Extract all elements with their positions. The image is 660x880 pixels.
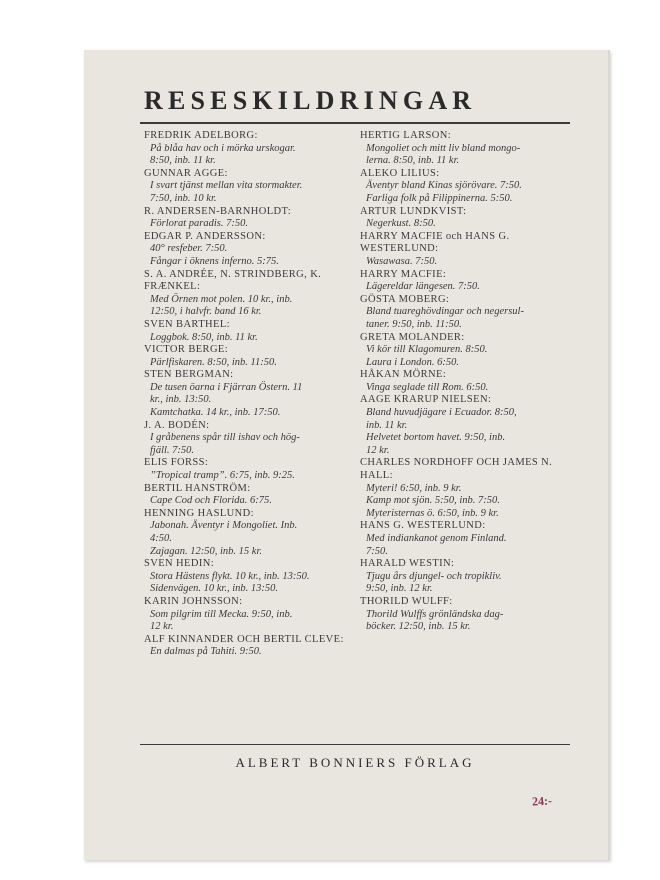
author-name: THORILD WULFF: xyxy=(360,595,453,607)
author-entry xyxy=(144,231,359,269)
work-text: Äventyr bland Kinas sjörövare. 7:50. xyxy=(366,180,522,192)
work-line xyxy=(144,571,359,584)
work-line xyxy=(144,382,359,395)
author-entry xyxy=(144,130,359,168)
work-text: 12 kr. xyxy=(366,444,390,456)
work-text: Bland huvudjägare i Ecuador. 8:50, xyxy=(366,407,517,419)
work-line xyxy=(360,495,575,508)
work-text: Förlorat paradis. 7:50. xyxy=(150,218,249,230)
author-name: R. ANDERSEN-BARNHOLDT: xyxy=(144,205,292,217)
work-line xyxy=(360,508,575,521)
work-line xyxy=(360,621,575,634)
author-name: HARALD WESTIN: xyxy=(360,558,455,570)
author-entry xyxy=(144,483,359,508)
work-text: Jabonah. Äventyr i Mongoliet. Inb. xyxy=(150,520,298,532)
work-text: Bland tuareghövdingar och negersul- xyxy=(366,306,524,318)
author-name: ALF KINNANDER OCH BERTIL CLEVE: xyxy=(144,633,344,645)
author-entry xyxy=(360,130,575,168)
author-name: S. A. ANDRÉE, N. STRINDBERG, K. FRÆNKEL: xyxy=(144,268,322,293)
author-entry xyxy=(144,344,359,369)
work-line xyxy=(144,445,359,458)
work-text: 9:50, inb. 12 kr. xyxy=(366,583,433,595)
work-text: Lägereldar längesen. 7:50. xyxy=(366,281,480,293)
author-entry xyxy=(144,168,359,206)
work-text: Kamp mot sjön. 5:50, inb. 7:50. xyxy=(366,495,500,507)
work-text: Vi kör till Klagomuren. 8:50. xyxy=(366,344,488,356)
work-text: 12:50, i halvfr. band 16 kr. xyxy=(150,306,262,318)
work-line xyxy=(360,382,575,395)
author-name: KARIN JOHNSSON: xyxy=(144,595,243,607)
work-line xyxy=(360,344,575,357)
price-mark: 24:- xyxy=(531,793,553,809)
work-line xyxy=(144,646,359,659)
work-line xyxy=(144,243,359,256)
work-line xyxy=(144,621,359,634)
author-name: VICTOR BERGE: xyxy=(144,344,229,356)
work-line xyxy=(144,193,359,206)
work-line xyxy=(144,332,359,345)
author-name: HANS G. WESTERLUND: xyxy=(360,520,486,532)
work-text: Tjugu års djungel- och tropikliv. xyxy=(366,570,502,582)
work-line xyxy=(144,357,359,370)
work-line xyxy=(360,407,575,420)
work-text: Kamtchatka. 14 kr., inb. 17:50. xyxy=(150,407,281,419)
publisher-name: ALBERT BONNIERS FÖRLAG xyxy=(235,755,475,770)
work-text: En dalmas på Tahiti. 9:50. xyxy=(150,646,262,658)
work-line xyxy=(360,180,575,193)
author-name: EDGAR P. ANDERSSON: xyxy=(144,230,266,242)
author-name: ALEKO LILIUS: xyxy=(360,167,440,179)
footer-rule xyxy=(140,744,570,745)
work-text: De tusen öarna i Fjärran Östern. 11 xyxy=(150,381,303,393)
right-column xyxy=(360,130,575,634)
work-line xyxy=(360,319,575,332)
work-line xyxy=(360,218,575,231)
work-text: Vinga seglade till Rom. 6:50. xyxy=(366,381,489,393)
author-entry xyxy=(144,369,359,419)
work-line xyxy=(360,483,575,496)
author-name: CHARLES NORDHOFF OCH JAMES N. HALL: xyxy=(360,457,553,482)
author-name: HENNING HASLUND: xyxy=(144,507,254,519)
author-entry xyxy=(360,596,575,634)
work-text: taner. 9:50, inb. 11:50. xyxy=(366,318,462,330)
page-title: RESESKILDRINGAR xyxy=(144,86,477,115)
author-entry xyxy=(360,168,575,206)
work-line xyxy=(144,470,359,483)
work-text: Thorild Wulffs grönländska dag- xyxy=(366,608,504,620)
author-entry xyxy=(144,508,359,558)
work-line xyxy=(360,420,575,433)
work-line xyxy=(144,533,359,546)
work-text: På blåa hav och i mörka urskogar. xyxy=(150,142,296,154)
author-entry xyxy=(360,269,575,294)
author-name: ARTUR LUNDKVIST: xyxy=(360,205,467,217)
author-name: SVEN HEDIN: xyxy=(144,558,215,570)
work-text: Laura i London. 6:50. xyxy=(366,356,460,368)
work-line xyxy=(144,546,359,559)
author-name: ELIS FORSS: xyxy=(144,457,209,469)
work-line xyxy=(360,432,575,445)
author-entry xyxy=(360,231,575,269)
work-text: Stora Hästens flykt. 10 kr., inb. 13:50. xyxy=(150,570,310,582)
author-entry xyxy=(144,319,359,344)
left-column xyxy=(144,130,359,659)
work-line xyxy=(360,609,575,622)
author-entry xyxy=(360,520,575,558)
author-entry xyxy=(144,634,359,659)
work-line xyxy=(144,583,359,596)
work-text: kr., inb. 13:50. xyxy=(150,394,212,406)
work-line xyxy=(144,432,359,445)
work-line xyxy=(144,609,359,622)
work-text: fjäll. 7:50. xyxy=(150,444,195,456)
work-line xyxy=(144,306,359,319)
work-text: inb. 11 kr. xyxy=(366,419,408,431)
author-entry xyxy=(360,558,575,596)
work-text: 4:50. xyxy=(150,533,172,544)
work-text: Med indiankanot genom Finland. xyxy=(366,533,507,544)
work-line xyxy=(360,546,575,559)
author-name: AAGE KRARUP NIELSEN: xyxy=(360,394,492,406)
work-line xyxy=(360,306,575,319)
work-line xyxy=(360,281,575,294)
work-line xyxy=(360,583,575,596)
author-entry xyxy=(144,269,359,319)
work-line xyxy=(144,180,359,193)
work-line xyxy=(360,533,575,546)
author-name: GUNNAR AGGE: xyxy=(144,167,228,179)
work-line xyxy=(144,495,359,508)
author-name: SVEN BARTHEL: xyxy=(144,318,230,330)
work-text: Zajagan. 12:50, inb. 15 kr. xyxy=(150,545,263,557)
author-entry xyxy=(360,206,575,231)
work-line xyxy=(144,520,359,533)
author-name: GÖSTA MOBERG: xyxy=(360,293,450,305)
author-name: FREDRIK ADELBORG: xyxy=(144,130,258,141)
work-text: Myteristernas ö. 6:50, inb. 9 kr. xyxy=(366,507,499,519)
work-line xyxy=(360,143,575,156)
author-entry xyxy=(144,420,359,458)
work-text: Negerkust. 8:50. xyxy=(366,218,436,230)
author-entry xyxy=(360,394,575,457)
work-line xyxy=(144,394,359,407)
work-line xyxy=(360,256,575,269)
author-name: STEN BERGMAN: xyxy=(144,369,234,381)
author-entry xyxy=(144,457,359,482)
work-line xyxy=(360,571,575,584)
author-entry xyxy=(144,206,359,231)
work-text: 40° resfeber. 7:50. xyxy=(150,243,228,255)
author-name: GRETA MOLANDER: xyxy=(360,331,465,343)
author-entry xyxy=(360,369,575,394)
work-text: 12 kr. xyxy=(150,621,174,633)
work-line xyxy=(144,143,359,156)
work-line xyxy=(144,155,359,168)
work-text: lerna. 8:50, inb. 11 kr. xyxy=(366,155,460,167)
work-line xyxy=(360,193,575,206)
author-entry xyxy=(360,332,575,370)
author-entry xyxy=(144,558,359,596)
author-entry xyxy=(144,596,359,634)
author-name: HÅKAN MÖRNE: xyxy=(360,369,447,381)
author-name: HARRY MACFIE och HANS G. WESTERLUND: xyxy=(360,230,510,255)
book-cover xyxy=(84,50,610,860)
work-text: I svart tjänst mellan vita stormakter. xyxy=(150,180,303,192)
work-text: Helvetet bortom havet. 9:50, inb. xyxy=(366,432,506,444)
work-text: ”Tropical tramp”. 6:75, inb. 9:25. xyxy=(150,470,295,482)
work-text: I gråbenens spår till ishav och hög- xyxy=(150,432,300,444)
work-line xyxy=(144,294,359,307)
author-name: HARRY MACFIE: xyxy=(360,268,447,280)
author-entry xyxy=(360,457,575,520)
work-text: Pärlfiskaren. 8:50, inb. 11:50. xyxy=(150,356,277,368)
work-line xyxy=(360,155,575,168)
author-name: J. A. BODÉN: xyxy=(144,419,210,431)
work-text: 7:50. xyxy=(366,545,388,557)
work-text: Mongoliet och mitt liv bland mongo- xyxy=(366,142,521,154)
work-text: Farliga folk på Filippinerna. 5:50. xyxy=(366,192,513,204)
work-text: Med Örnen mot polen. 10 kr., inb. xyxy=(150,293,293,305)
work-line xyxy=(360,357,575,370)
work-text: Som pilgrim till Mecka. 9:50, inb. xyxy=(150,608,293,620)
author-name: BERTIL HANSTRÖM: xyxy=(144,482,251,494)
work-text: Fångar i öknens inferno. 5:75. xyxy=(150,255,279,267)
work-line xyxy=(144,407,359,420)
title-rule xyxy=(140,122,570,124)
work-text: Myteri! 6:50, inb. 9 kr. xyxy=(366,482,462,494)
work-text: Sidenvägen. 10 kr., inb. 13:50. xyxy=(150,583,279,595)
work-text: 7:50, inb. 10 kr. xyxy=(150,192,217,204)
work-text: Loggbok. 8:50, inb. 11 kr. xyxy=(150,331,258,343)
work-text: böcker. 12:50, inb. 15 kr. xyxy=(366,621,471,633)
author-entry xyxy=(360,294,575,332)
work-line xyxy=(144,218,359,231)
work-line xyxy=(144,256,359,269)
author-name: HERTIG LARSON: xyxy=(360,130,452,141)
work-line xyxy=(360,445,575,458)
work-text: Wasawasa. 7:50. xyxy=(366,255,438,267)
work-text: 8:50, inb. 11 kr. xyxy=(150,155,216,167)
work-text: Cape Cod och Florida. 6:75. xyxy=(150,495,272,507)
